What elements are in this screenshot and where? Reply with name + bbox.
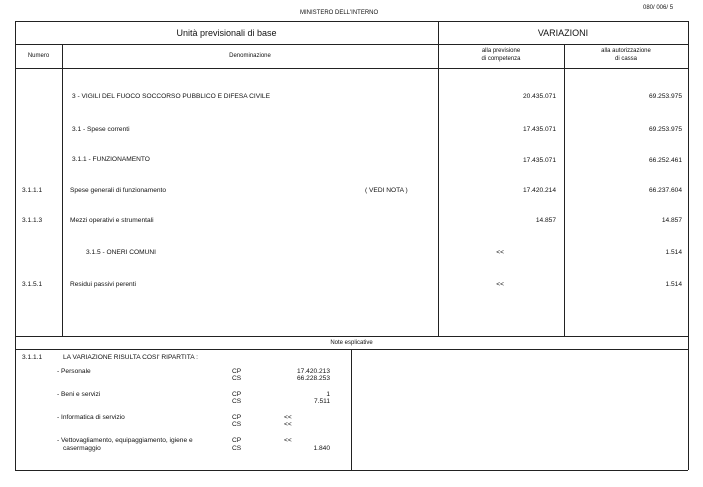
unita-previsionali-title: Unità previsionali di base: [176, 28, 277, 38]
ministry-title: MINISTERO DELL'INTERNO: [300, 10, 379, 16]
row-competenza: <<: [496, 249, 504, 256]
row-denominazione: 3.1.5 - ONERI COMUNI: [86, 249, 156, 256]
note-cs-value: 66.228.253: [296, 375, 330, 382]
variazioni-title: VARIAZIONI: [537, 28, 589, 38]
col-header-competenza-line2: di competenza: [481, 56, 521, 62]
note-cs-value: 1.840: [313, 445, 330, 452]
row-cassa: 1.514: [665, 249, 682, 256]
note-cp-label: CP: [232, 368, 242, 375]
col-header-numero: Numero: [27, 53, 50, 59]
note-item-label: - Beni e servizi: [57, 391, 101, 398]
col-header-denominazione: Denominazione: [229, 53, 271, 59]
col-header-cassa-line1: alla autorizzazione: [601, 48, 651, 54]
col-header-competenza-line1: alla previsione: [481, 48, 521, 54]
row-cassa: 69.253.975: [648, 126, 682, 133]
note-item-label-continued: casermaggio: [63, 445, 101, 452]
note-cp-label: CP: [232, 437, 242, 444]
note-cs-value: 7.511: [313, 398, 330, 405]
note-cs-label: CS: [232, 421, 242, 428]
page-reference: 080/ 006/ 5: [643, 5, 674, 11]
note-cp-value: 1: [326, 391, 330, 398]
note-cs-label: CS: [232, 445, 242, 452]
note-cs-label: CS: [232, 375, 242, 382]
note-item-label: - Informatica di servizio: [57, 414, 125, 421]
row-denominazione: 3.1.1 - FUNZIONAMENTO: [72, 156, 150, 163]
row-competenza: 17.435.071: [522, 157, 556, 164]
row-competenza: 17.420.214: [522, 187, 556, 194]
note-cs-label: CS: [232, 398, 242, 405]
row-denominazione: Residui passivi perenti: [70, 281, 136, 288]
notes-heading: LA VARIAZIONE RISULTA COSI' RIPARTITA :: [63, 354, 198, 361]
note-item-label: - Vettovagliamento, equipaggiamento, igiene e: [57, 437, 193, 444]
notes-title: Note esplicative: [330, 340, 373, 346]
row-numero: 3.1.5.1: [22, 281, 43, 288]
row-numero: 3.1.1.3: [22, 217, 43, 224]
row-competenza: 14.857: [535, 217, 556, 224]
note-cp-value: <<: [284, 414, 292, 421]
row-denominazione: Mezzi operativi e strumentali: [70, 217, 154, 224]
row-cassa: 1.514: [665, 281, 682, 288]
row-competenza: <<: [496, 281, 504, 288]
note-cp-label: CP: [232, 391, 242, 398]
row-denominazione: 3.1 - Spese correnti: [72, 126, 130, 133]
row-competenza: 20.435.071: [522, 93, 556, 100]
note-cs-value: <<: [284, 421, 292, 428]
row-denominazione: 3 - VIGILI DEL FUOCO SOCCORSO PUBBLICO E DIFESA CIVILE: [72, 93, 270, 100]
note-cp-value: 17.420.213: [296, 368, 330, 375]
row-cassa: 14.857: [661, 217, 682, 224]
row-cassa: 69.253.975: [648, 93, 682, 100]
col-header-cassa-line2: di cassa: [614, 56, 637, 62]
row-note-ref: ( VEDI NOTA ): [365, 187, 408, 194]
row-numero: 3.1.1.1: [22, 187, 43, 194]
row-denominazione: Spese generali di funzionamento: [70, 187, 167, 194]
note-cp-value: <<: [284, 437, 292, 444]
row-cassa: 66.237.604: [648, 187, 682, 194]
note-item-label: - Personale: [57, 368, 91, 375]
note-cp-label: CP: [232, 414, 242, 421]
row-cassa: 66.252.461: [648, 157, 682, 164]
row-competenza: 17.435.071: [522, 126, 556, 133]
notes-ref-number: 3.1.1.1: [22, 354, 43, 361]
